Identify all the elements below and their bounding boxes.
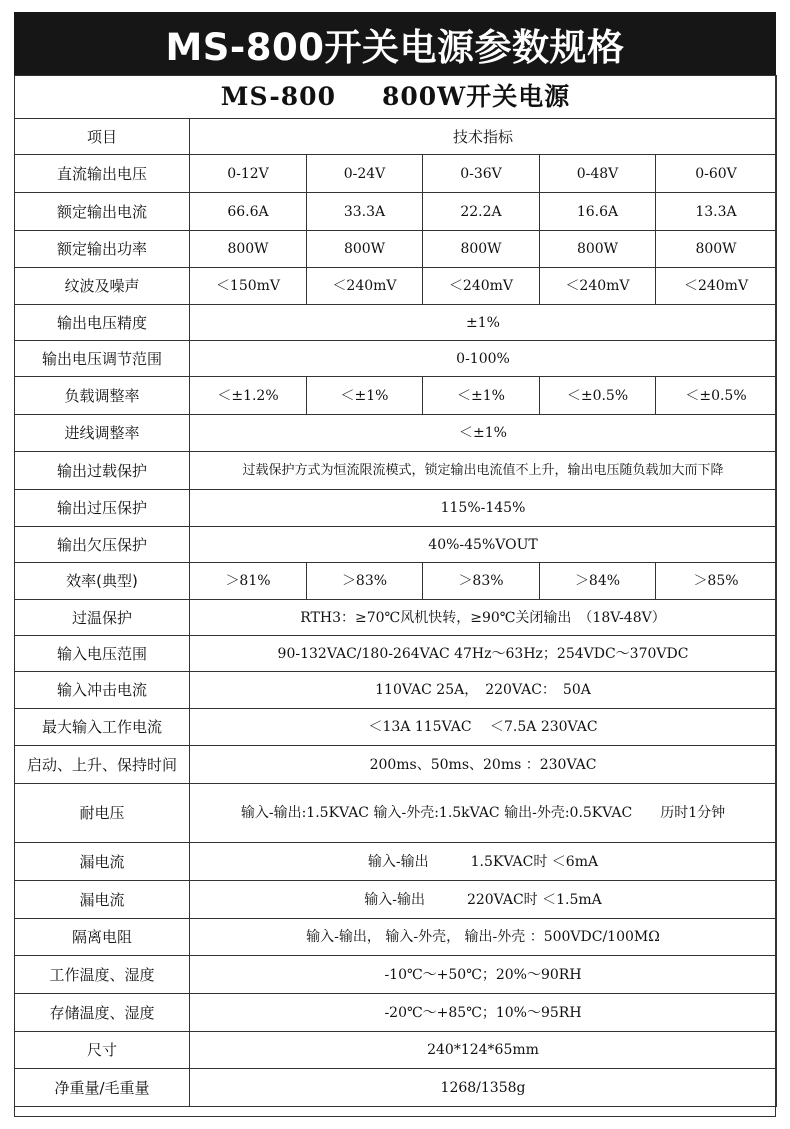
row-label: 最大输入工作电流 <box>15 709 190 746</box>
row-label: 额定输出功率 <box>15 231 190 268</box>
row-label: 输出欠压保护 <box>15 527 190 563</box>
row-label: 进线调整率 <box>15 415 190 452</box>
table-row <box>15 193 777 231</box>
cell-value: 800W <box>540 231 656 268</box>
cell-value: ＜±1% <box>190 415 777 452</box>
table-row <box>15 784 777 843</box>
table-row <box>15 527 777 563</box>
cell-value: 0-36V <box>423 155 540 193</box>
cell-value: ＜±1.2% <box>190 377 307 415</box>
row-label: 工作温度、湿度 <box>15 956 190 994</box>
row-label: 净重量/毛重量 <box>15 1069 190 1107</box>
table-row <box>15 636 777 672</box>
cell-value: ＜240mV <box>307 268 423 305</box>
row-label: 输出电压调节范围 <box>15 341 190 377</box>
table-row <box>15 843 777 881</box>
cell-value: 800W <box>307 231 423 268</box>
table-row <box>15 563 777 600</box>
model-code: MS-800 <box>220 82 336 111</box>
cell-value: ＜13A 115VAC ＜7.5A 230VAC <box>190 709 777 746</box>
cell-value: ＞85% <box>656 563 777 600</box>
cell-value: 输入-输出 1.5KVAC时 ＜6mA <box>190 843 777 881</box>
cell-value: -10℃～+50℃；20%～90RH <box>190 956 777 994</box>
table-row <box>15 956 777 994</box>
cell-value: 输入-输出:1.5KVAC 输入-外壳:1.5kVAC 输出-外壳:0.5KVAC 历时1分钟 <box>190 784 777 843</box>
row-label: 输出过压保护 <box>15 490 190 527</box>
header-row <box>15 119 777 155</box>
row-label: 尺寸 <box>15 1032 190 1069</box>
page-title: MS-800开关电源参数规格 <box>165 25 625 69</box>
row-label: 耐电压 <box>15 784 190 843</box>
cell-value: 33.3A <box>307 193 423 231</box>
table-row <box>15 231 777 268</box>
table-row <box>15 377 777 415</box>
row-label: 输入电压范围 <box>15 636 190 672</box>
cell-value: RTH3：≥70℃风机快转，≥90℃关闭输出 （18V-48V） <box>190 600 777 636</box>
table-row <box>15 305 777 341</box>
row-label: 输出过载保护 <box>15 452 190 490</box>
table-row <box>15 155 777 193</box>
title-banner <box>14 12 776 75</box>
cell-value: ±1% <box>190 305 777 341</box>
cell-value: 输入-输出， 输入-外壳， 输出-外壳 ：500VDC/100MΩ <box>190 919 777 956</box>
table-row <box>15 881 777 919</box>
cell-value: -20℃～+85℃；10%～95RH <box>190 994 777 1032</box>
cell-value: 过载保护方式为恒流限流模式，锁定输出电流值不上升，输出电压随负载加大而下降 <box>190 452 777 490</box>
table-row <box>15 452 777 490</box>
table-row <box>15 672 777 709</box>
cell-value: 0-60V <box>656 155 777 193</box>
model-name: 800W开关电源 <box>381 82 571 111</box>
cell-value: 110VAC 25A， 220VAC： 50A <box>190 672 777 709</box>
cell-value: 16.6A <box>540 193 656 231</box>
spec-table <box>14 75 777 1107</box>
cell-value: 0-48V <box>540 155 656 193</box>
cell-value: 0-100% <box>190 341 777 377</box>
table-row <box>15 709 777 746</box>
cell-value: ＜±1% <box>307 377 423 415</box>
row-label: 输入冲击电流 <box>15 672 190 709</box>
cell-value: 115%-145% <box>190 490 777 527</box>
cell-value: ＜±0.5% <box>656 377 777 415</box>
cell-value: 1268/1358g <box>190 1069 777 1107</box>
row-label: 隔离电阻 <box>15 919 190 956</box>
row-label: 直流输出电压 <box>15 155 190 193</box>
table-row <box>15 919 777 956</box>
row-label: 过温保护 <box>15 600 190 636</box>
row-label: 漏电流 <box>15 881 190 919</box>
table-row <box>15 1069 777 1107</box>
table-row <box>15 268 777 305</box>
row-label: 存储温度、湿度 <box>15 994 190 1032</box>
row-label: 效率(典型) <box>15 563 190 600</box>
cell-value: 66.6A <box>190 193 307 231</box>
cell-value: 40%-45%VOUT <box>190 527 777 563</box>
cell-value: ＜240mV <box>423 268 540 305</box>
model-row <box>15 76 777 119</box>
row-label: 启动、上升、保持时间 <box>15 746 190 784</box>
cell-value: ＜±1% <box>423 377 540 415</box>
cell-value: 输入-输出 220VAC时 ＜1.5mA <box>190 881 777 919</box>
cell-value: 240*124*65mm <box>190 1032 777 1069</box>
table-row <box>15 490 777 527</box>
cell-value: ＜240mV <box>656 268 777 305</box>
cell-value: 13.3A <box>656 193 777 231</box>
cell-value: 22.2A <box>423 193 540 231</box>
cell-value: ＞81% <box>190 563 307 600</box>
row-label: 纹波及噪声 <box>15 268 190 305</box>
table-row <box>15 341 777 377</box>
row-label: 漏电流 <box>15 843 190 881</box>
cell-value: 200ms、50ms、20ms ：230VAC <box>190 746 777 784</box>
cell-value: 90-132VAC/180-264VAC 47Hz～63Hz；254VDC～370VDC <box>190 636 777 672</box>
cell-value: 800W <box>190 231 307 268</box>
cell-value: ＞84% <box>540 563 656 600</box>
table-row <box>15 415 777 452</box>
cell-value: 0-24V <box>307 155 423 193</box>
header-item: 项目 <box>15 119 190 155</box>
table-row <box>15 994 777 1032</box>
cell-value: ＞83% <box>307 563 423 600</box>
cell-value: ＞83% <box>423 563 540 600</box>
cell-value: ＜240mV <box>540 268 656 305</box>
cell-value: ＜150mV <box>190 268 307 305</box>
table-row <box>15 1032 777 1069</box>
model-title <box>15 76 777 119</box>
row-label: 额定输出电流 <box>15 193 190 231</box>
row-label: 输出电压精度 <box>15 305 190 341</box>
row-label: 负载调整率 <box>15 377 190 415</box>
cell-value: 800W <box>423 231 540 268</box>
cell-value: ＜±0.5% <box>540 377 656 415</box>
table-row <box>15 600 777 636</box>
cell-value: 800W <box>656 231 777 268</box>
cell-value: 0-12V <box>190 155 307 193</box>
header-spec: 技术指标 <box>190 119 777 155</box>
table-row <box>15 746 777 784</box>
